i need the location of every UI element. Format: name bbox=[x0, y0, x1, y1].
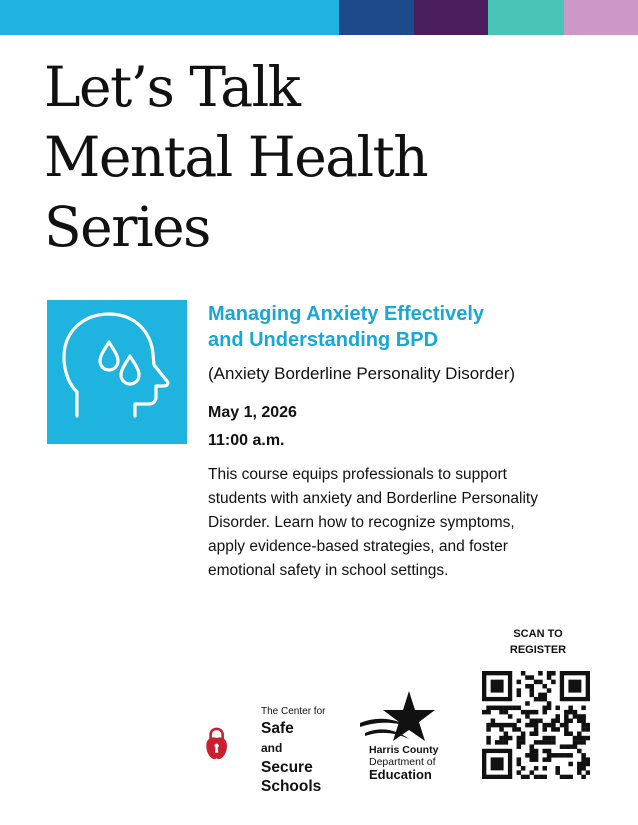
description-line: This course equips professionals to support bbox=[208, 466, 507, 483]
color-stripe-lilac bbox=[564, 0, 638, 35]
color-stripe-navy bbox=[339, 0, 414, 35]
center-logo-name bbox=[261, 719, 321, 796]
series-title-line-3: Series bbox=[44, 195, 210, 259]
course-title-line-2: and Understanding BPD bbox=[208, 329, 439, 351]
center-logo-pretext: The Center for bbox=[261, 706, 326, 717]
event-date: May 1, 2026 bbox=[208, 404, 297, 421]
color-stripe-purple bbox=[414, 0, 488, 35]
description-line: emotional safety in school settings. bbox=[208, 562, 449, 579]
description-line: students with anxiety and Borderline Personality bbox=[208, 490, 538, 507]
series-title-line-1: Let’s Talk bbox=[44, 55, 300, 119]
department-of-line: Department of bbox=[369, 756, 436, 768]
color-stripe-teal bbox=[488, 0, 564, 35]
qr-code[interactable] bbox=[482, 671, 590, 779]
center-logo-word-and: and bbox=[261, 741, 283, 755]
series-title bbox=[44, 52, 427, 262]
series-title-line-2: Mental Health bbox=[44, 125, 428, 189]
course-description bbox=[208, 463, 608, 583]
description-line: Disorder. Learn how to recognize symptoms, bbox=[208, 514, 515, 531]
course-title-line-1: Managing Anxiety Effectively bbox=[208, 303, 484, 325]
harris-county-line: Harris County bbox=[369, 744, 439, 756]
event-time: 11:00 a.m. bbox=[208, 432, 285, 449]
top-color-bar bbox=[0, 0, 638, 35]
center-logo-word-secure: Secure bbox=[261, 759, 313, 776]
harris-county-logo-text bbox=[369, 744, 449, 782]
education-line: Education bbox=[369, 767, 432, 782]
head-with-water-drops-icon bbox=[47, 300, 187, 444]
padlock-apple-icon bbox=[205, 706, 261, 782]
course-title bbox=[208, 301, 618, 353]
description-line: apply evidence-based strategies, and foster bbox=[208, 538, 508, 555]
color-stripe-cyan bbox=[0, 0, 339, 35]
center-logo-word-schools: Schools bbox=[261, 778, 322, 795]
course-subtitle: (Anxiety Borderline Personality Disorder) bbox=[208, 364, 516, 383]
scan-to-register-label: SCAN TO REGISTER bbox=[509, 628, 567, 656]
center-logo-word-safe: Safe bbox=[261, 720, 294, 737]
